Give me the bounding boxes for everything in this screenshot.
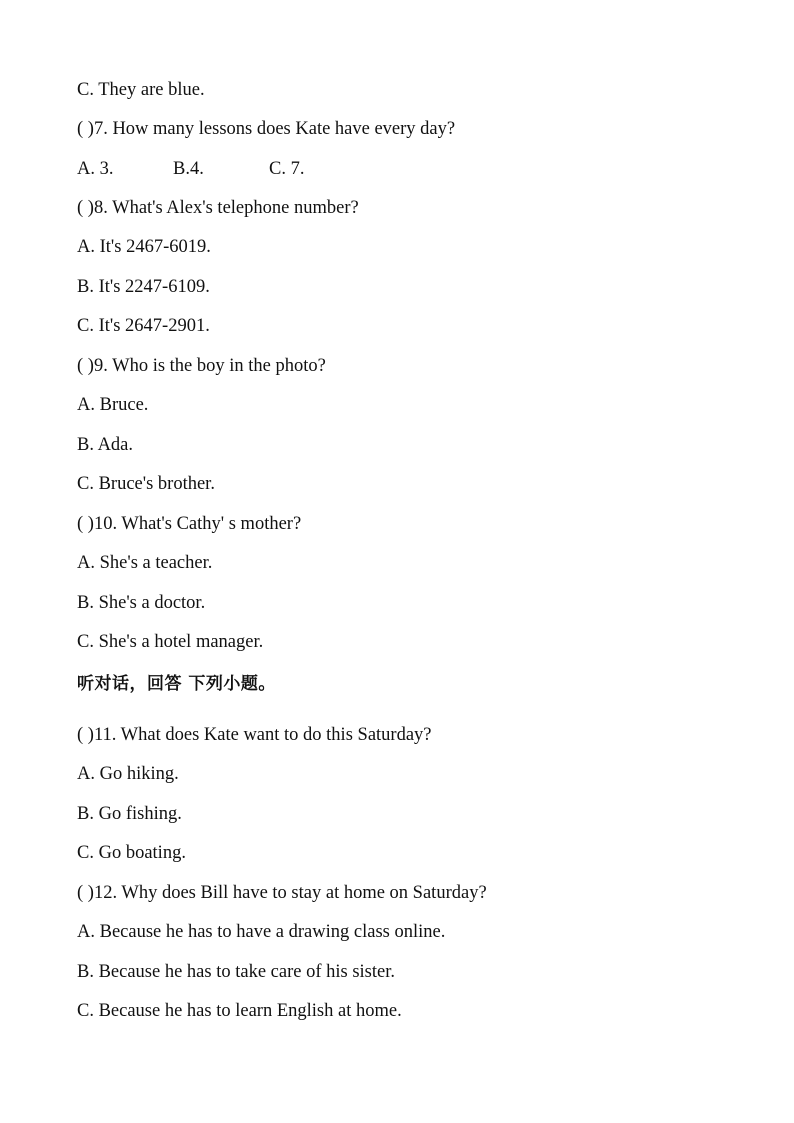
option-q6-c: C. They are blue. — [77, 80, 205, 100]
option-q12-b: B. Because he has to take care of his sister. — [77, 962, 395, 982]
option-q9-b: B. Ada. — [77, 435, 134, 455]
option-q11-a: A. Go hiking. — [77, 764, 179, 784]
option-q8-b: B. It's 2247-6109. — [77, 277, 210, 297]
option-q8-a: A. It's 2467-6019. — [77, 237, 211, 257]
option-q10-c: C. She's a hotel manager. — [77, 632, 264, 652]
option-q7-c: C. 7. — [269, 159, 305, 179]
option-q9-a: A. Bruce. — [77, 395, 149, 415]
option-q7-b: B.4. — [173, 159, 204, 179]
question-11: ( )11. What does Kate want to do this Saturday? — [77, 725, 432, 745]
option-q7-a: A. 3. — [77, 159, 114, 179]
options-q7 — [77, 158, 304, 180]
option-q8-c: C. It's 2647-2901. — [77, 316, 210, 336]
section-heading: 听对话，回答 下列小题。 — [77, 674, 276, 694]
question-8: ( )8. What's Alex's telephone number? — [77, 198, 359, 218]
option-q12-c: C. Because he has to learn English at home. — [77, 1001, 402, 1021]
question-7: ( )7. How many lessons does Kate have every day? — [77, 119, 456, 139]
option-q9-c: C. Bruce's brother. — [77, 474, 215, 494]
option-q11-c: C. Go boating. — [77, 843, 186, 863]
question-10: ( )10. What's Cathy' s mother? — [77, 514, 302, 534]
question-12: ( )12. Why does Bill have to stay at home on Saturday? — [77, 883, 487, 903]
option-q10-b: B. She's a doctor. — [77, 593, 206, 613]
option-q11-b: B. Go fishing. — [77, 804, 182, 824]
option-q10-a: A. She's a teacher. — [77, 553, 213, 573]
question-9: ( )9. Who is the boy in the photo? — [77, 356, 326, 376]
option-q12-a: A. Because he has to have a drawing class online. — [77, 922, 446, 942]
